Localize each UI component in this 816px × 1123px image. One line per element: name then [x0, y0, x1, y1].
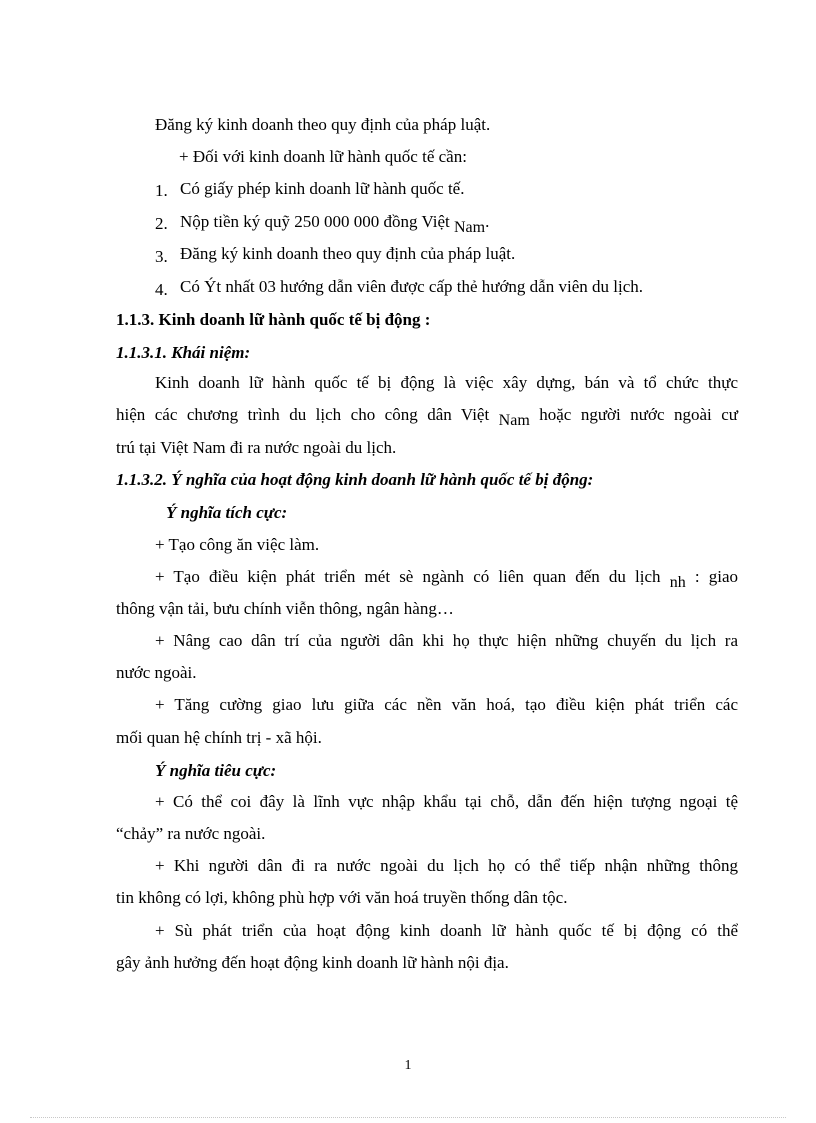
page-number: 1: [404, 1058, 412, 1073]
paragraph-line: “chảy” ra nước ngoài.: [116, 824, 266, 843]
paragraph-line: + Đối với kinh doanh lữ hành quốc tế cần:: [179, 147, 467, 166]
subscript-text: Nam: [498, 412, 530, 429]
paragraph-line: thông vận tải, bưu chính viễn thông, ngân hàng…: [116, 599, 454, 618]
list-number: 3.: [155, 247, 168, 266]
paragraph-line: mối quan hệ chính trị - xã hội.: [116, 728, 322, 747]
subscript-text: nh: [669, 574, 686, 591]
section-heading: 1.1.3. Kinh doanh lữ hành quốc tế bị động :: [116, 310, 431, 329]
text-run: hoặc người nước ngoài cư: [529, 405, 738, 424]
subheading-positive: Ý nghĩa tích cực:: [166, 503, 288, 522]
text-run: hiện các chương trình du lịch cho công dân Việt: [116, 405, 499, 424]
paragraph-line: trú tại Việt Nam đi ra nước ngoài du lịch.: [116, 438, 397, 457]
subsection-heading: 1.1.3.1. Khái niệm:: [116, 343, 251, 362]
list-item-text: Đăng ký kinh doanh theo quy định của pháp luật.: [180, 244, 516, 263]
paragraph-line: + Nâng cao dân trí của người dân khi họ thực hiện những chuyến du lịch ra: [155, 631, 738, 650]
paragraph-line: + Tạo công ăn việc làm.: [155, 535, 320, 554]
text-run: + Tạo điều kiện phát triển mét sè ngành có liên quan đến du lịch: [155, 567, 670, 586]
list-item-subscript: Nam: [453, 219, 486, 236]
paragraph-line: + Có thể coi đây là lĩnh vực nhập khẩu tại chỗ, dẫn đến hiện tượng ngoại tệ: [155, 792, 738, 811]
paragraph-line: tin không có lợi, không phù hợp với văn hoá truyền thống dân tộc.: [116, 888, 568, 907]
paragraph-line: [155, 566, 738, 589]
list-number: 1.: [155, 181, 168, 200]
paragraph-line: + Tăng cường giao lưu giữa các nền văn hoá, tạo điều kiện phát triển các: [155, 695, 738, 714]
paragraph-line: nước ngoài.: [116, 663, 197, 682]
list-number: 4.: [155, 280, 168, 299]
list-item-text: Có Ýt nhất 03 hướng dẫn viên được cấp thẻ hướng dẫn viên du lịch.: [180, 277, 643, 296]
subsection-heading: 1.1.3.2. Ý nghĩa của hoạt động kinh doanh lữ hành quốc tế bị động:: [116, 470, 594, 489]
paragraph-line: + Sù phát triển của hoạt động kinh doanh lữ hành quốc tế bị động có thể: [155, 921, 738, 940]
list-item-end: .: [485, 212, 490, 231]
paragraph-line: + Khi người dân đi ra nước ngoài du lịch họ có thể tiếp nhận những thông: [155, 856, 738, 875]
list-number: 2.: [155, 214, 168, 233]
list-item-text: [180, 211, 489, 234]
text-run: : giao: [685, 567, 738, 586]
list-item-text-main: Nộp tiền ký quỹ 250 000 000 đồng Việt: [180, 212, 454, 231]
paragraph-line: gây ảnh hưởng đến hoạt động kinh doanh lữ hành nội địa.: [116, 953, 509, 972]
paragraph-line: [116, 404, 738, 427]
page-bottom-divider: [30, 1117, 786, 1118]
paragraph-line: Đăng ký kinh doanh theo quy định của pháp luật.: [155, 115, 491, 134]
list-item-text: Có giấy phép kinh doanh lữ hành quốc tế.: [180, 179, 465, 198]
subheading-negative: Ý nghĩa tiêu cực:: [155, 761, 277, 780]
paragraph-line: Kinh doanh lữ hành quốc tế bị động là việc xây dựng, bán và tổ chức thực: [155, 373, 738, 392]
